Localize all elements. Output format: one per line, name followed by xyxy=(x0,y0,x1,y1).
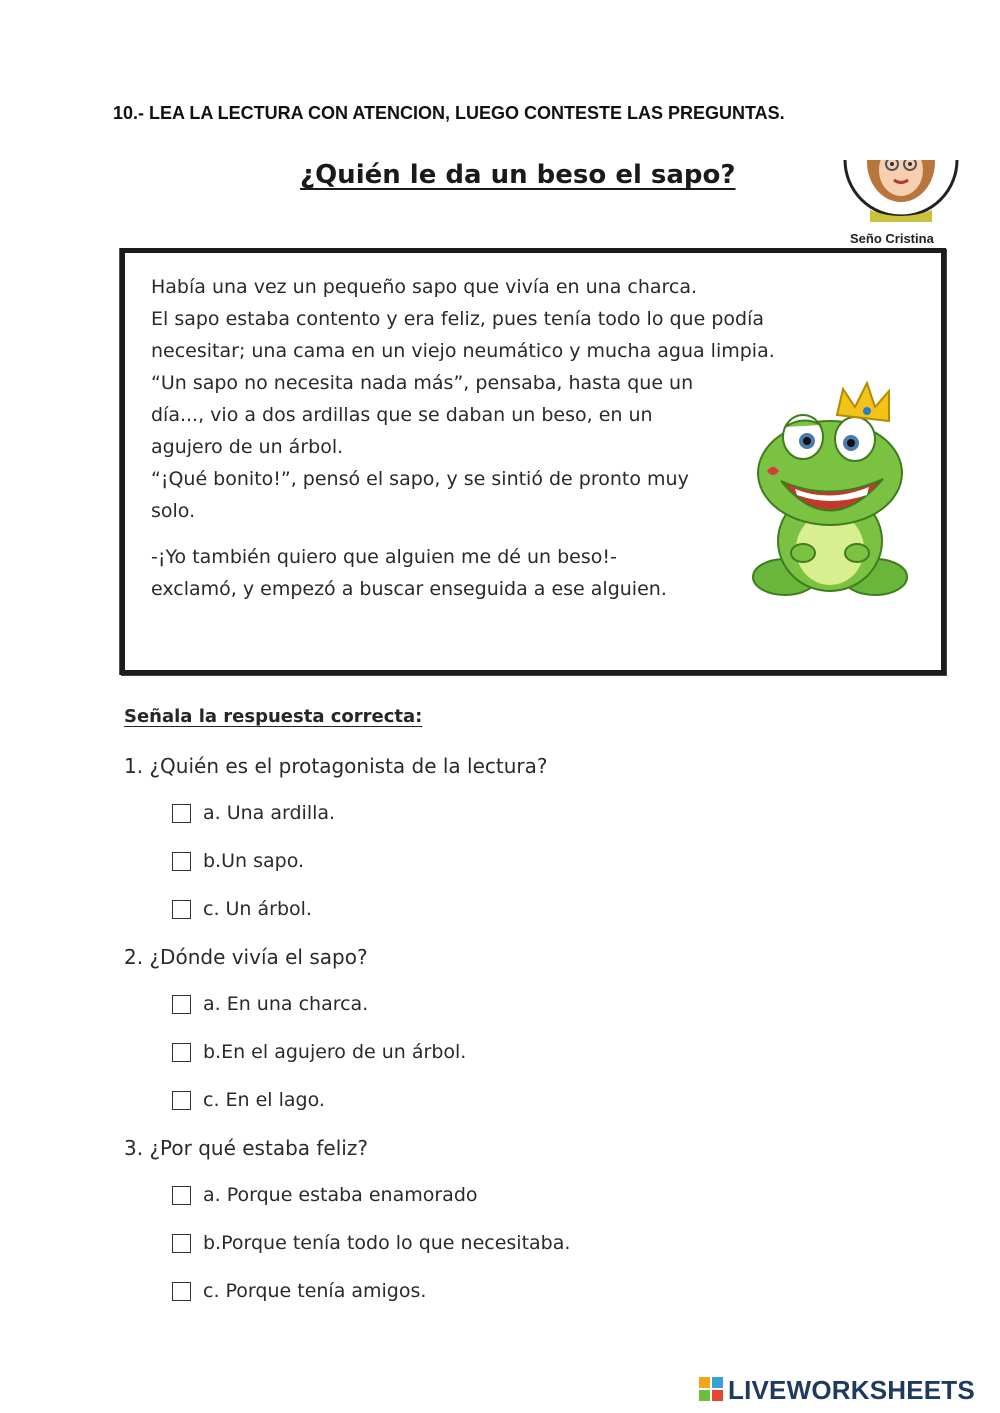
option-2b[interactable] xyxy=(172,1041,466,1063)
story-line: “Un sapo no necesita nada más”, pensaba, hasta que un xyxy=(151,372,694,394)
story-title: ¿Quién le da un beso el sapo? xyxy=(300,160,736,190)
option-label: a. En una charca. xyxy=(203,993,369,1015)
instruction-heading: 10.- LEA LA LECTURA CON ATENCION, LUEGO CONTESTE LAS PREGUNTAS. xyxy=(113,103,785,123)
story-line: solo. xyxy=(151,500,196,522)
story-line: agujero de un árbol. xyxy=(151,436,344,458)
option-3a[interactable] xyxy=(172,1184,478,1206)
checkbox-icon[interactable] xyxy=(172,1091,191,1110)
option-label: c. Un árbol. xyxy=(203,898,312,920)
checkbox-icon[interactable] xyxy=(172,852,191,871)
story-line: necesitar; una cama en un viejo neumático y mucha agua limpia. xyxy=(151,340,775,362)
checkbox-icon[interactable] xyxy=(172,995,191,1014)
checkbox-icon[interactable] xyxy=(172,1043,191,1062)
question-3: 3. ¿Por qué estaba feliz? xyxy=(124,1136,368,1160)
checkbox-icon[interactable] xyxy=(172,1186,191,1205)
liveworksheets-brand[interactable] xyxy=(698,1375,975,1406)
option-label: c. Porque tenía amigos. xyxy=(203,1280,427,1302)
option-label: a. Una ardilla. xyxy=(203,802,336,824)
author-caption: Seño Cristina xyxy=(850,231,934,246)
story-line: Había una vez un pequeño sapo que vivía en una charca. xyxy=(151,276,698,298)
avatar-icon xyxy=(840,160,962,222)
option-1c[interactable] xyxy=(172,898,312,920)
option-3c[interactable] xyxy=(172,1280,426,1302)
question-1: 1. ¿Quién es el protagonista de la lectura? xyxy=(124,754,548,778)
story-line: -¡Yo también quiero que alguien me dé un beso!- xyxy=(151,546,617,568)
option-label: c. En el lago. xyxy=(203,1089,325,1111)
option-1b[interactable] xyxy=(172,850,304,872)
option-2c[interactable] xyxy=(172,1089,325,1111)
option-label: b.En el agujero de un árbol. xyxy=(203,1041,467,1063)
story-text xyxy=(151,271,775,605)
story-line: El sapo estaba contento y era feliz, pues tenía todo lo que podía xyxy=(151,308,764,330)
checkbox-icon[interactable] xyxy=(172,1234,191,1253)
liveworksheets-logo-icon xyxy=(698,1376,724,1406)
brand-name: LIVEWORKSHEETS xyxy=(728,1375,975,1405)
option-label: b.Porque tenía todo lo que necesitaba. xyxy=(203,1232,571,1254)
story-line: día..., vio a dos ardillas que se daban un beso, en un xyxy=(151,404,653,426)
story-line: “¡Qué bonito!”, pensó el sapo, y se sintió de pronto muy xyxy=(151,468,689,490)
checkbox-icon[interactable] xyxy=(172,1282,191,1301)
story-box xyxy=(120,248,946,675)
frog-illustration xyxy=(745,381,915,611)
section-title: Señala la respuesta correcta: xyxy=(124,706,423,727)
question-2: 2. ¿Dónde vivía el sapo? xyxy=(124,945,368,969)
checkbox-icon[interactable] xyxy=(172,804,191,823)
story-line: exclamó, y empezó a buscar enseguida a ese alguien. xyxy=(151,578,667,600)
option-3b[interactable] xyxy=(172,1232,570,1254)
option-label: b.Un sapo. xyxy=(203,850,305,872)
option-label: a. Porque estaba enamorado xyxy=(203,1184,478,1206)
checkbox-icon[interactable] xyxy=(172,900,191,919)
option-2a[interactable] xyxy=(172,993,368,1015)
option-1a[interactable] xyxy=(172,802,335,824)
